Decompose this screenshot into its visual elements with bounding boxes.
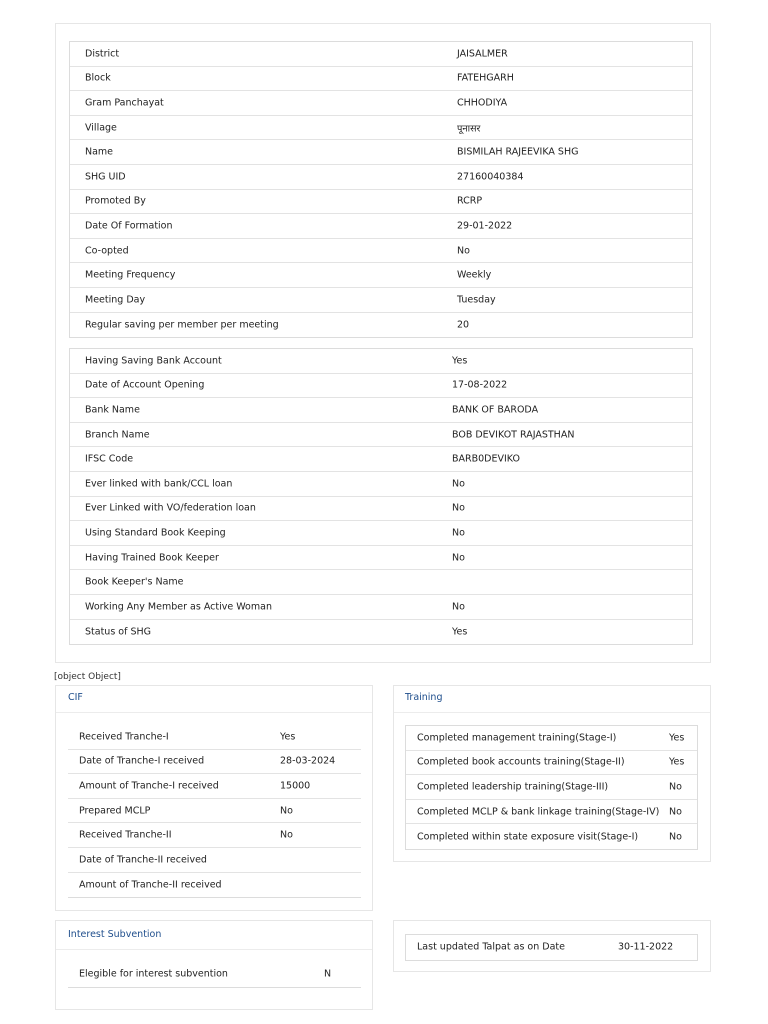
- table-row: [406, 935, 697, 960]
- field-label: Completed book accounts training(Stage-II): [417, 756, 625, 768]
- field-label: Elegible for interest subvention: [79, 968, 228, 980]
- field-value: Yes: [452, 355, 468, 367]
- field-label: Date of Account Opening: [85, 379, 205, 391]
- table-row: [70, 374, 692, 399]
- field-value: No: [452, 502, 465, 514]
- field-value: FATEHGARH: [457, 72, 514, 84]
- table-row: [68, 962, 361, 987]
- field-label: Ever linked with bank/CCL loan: [85, 478, 233, 490]
- cif-table: [68, 725, 361, 898]
- table-row: [68, 873, 361, 898]
- table-row: [68, 799, 361, 824]
- field-value: BARB0DEVIKO: [452, 453, 520, 465]
- field-value: BISMILAH RAJEEVIKA SHG: [457, 146, 579, 158]
- table-row: [406, 800, 697, 825]
- field-label: Received Tranche-I: [79, 731, 169, 743]
- field-label: Completed leadership training(Stage-III): [417, 781, 609, 793]
- table-row: [70, 91, 692, 116]
- table-row: [70, 214, 692, 239]
- bank-info-table: [69, 348, 693, 645]
- field-label: Received Tranche-II: [79, 829, 172, 841]
- table-row: [70, 497, 692, 522]
- field-label: Promoted By: [85, 195, 146, 207]
- field-label: Using Standard Book Keeping: [85, 527, 226, 539]
- field-label: Date of Tranche-I received: [79, 755, 205, 767]
- field-label: Ever Linked with VO/federation loan: [85, 502, 256, 514]
- field-value: No: [669, 781, 682, 793]
- table-row: [70, 67, 692, 92]
- table-row: [406, 775, 697, 800]
- field-label: Branch Name: [85, 429, 150, 441]
- table-row: [406, 751, 697, 776]
- field-label: District: [85, 48, 120, 60]
- table-row: [68, 823, 361, 848]
- field-value: Yes: [669, 732, 685, 744]
- field-value: BOB DEVIKOT RAJASTHAN: [452, 429, 575, 441]
- field-value: No: [452, 601, 465, 613]
- table-row: [70, 349, 692, 374]
- field-value: पूनासर: [457, 123, 481, 135]
- field-label: Name: [85, 146, 114, 158]
- field-label: Block: [85, 72, 111, 84]
- table-row: [70, 447, 692, 472]
- field-label: Book Keeper's Name: [85, 576, 184, 588]
- field-value: BANK OF BARODA: [452, 404, 539, 416]
- field-value: 15000: [280, 780, 311, 792]
- table-row: [70, 42, 692, 67]
- cif-title: CIF: [68, 692, 83, 703]
- table-row: [68, 750, 361, 775]
- table-row: [70, 521, 692, 546]
- field-label: Gram Panchayat: [85, 97, 164, 109]
- field-value: Yes: [280, 731, 296, 743]
- field-label: Status of SHG: [85, 626, 152, 638]
- table-row: [68, 848, 361, 873]
- field-value: Weekly: [457, 269, 492, 281]
- table-row: [70, 263, 692, 288]
- field-value: 29-01-2022: [457, 220, 513, 232]
- training-table: [405, 725, 698, 850]
- field-label: Date Of Formation: [85, 220, 173, 232]
- table-row: [70, 595, 692, 620]
- training-header-divider: [394, 712, 710, 713]
- field-label: SHG UID: [85, 171, 126, 183]
- field-label: Completed within state exposure visit(Stage-I): [417, 831, 639, 843]
- field-value: No: [452, 478, 465, 490]
- table-row: [70, 398, 692, 423]
- field-label: Completed MCLP & bank linkage training(Stage-IV): [417, 806, 660, 818]
- field-label: Co-opted: [85, 245, 129, 257]
- field-label: Date of Tranche-II received: [79, 854, 207, 866]
- table-row: [70, 190, 692, 215]
- interest-header-divider: [56, 949, 372, 950]
- field-label: Last updated Talpat as on Date: [417, 941, 565, 953]
- field-value: No: [280, 829, 293, 841]
- field-label: Meeting Day: [85, 294, 146, 306]
- table-row: [70, 546, 692, 571]
- field-value: RCRP: [457, 195, 483, 207]
- field-label: Completed management training(Stage-I): [417, 732, 617, 744]
- field-value: No: [280, 805, 293, 817]
- table-row: [70, 239, 692, 264]
- field-value: No: [452, 552, 465, 564]
- table-row: [70, 288, 692, 313]
- field-value: No: [457, 245, 470, 257]
- field-label: Having Saving Bank Account: [85, 355, 222, 367]
- field-value: No: [452, 527, 465, 539]
- field-value: Yes: [452, 626, 468, 638]
- field-value: 28-03-2024: [280, 755, 336, 767]
- field-value: 17-08-2022: [452, 379, 508, 391]
- object-note: [object Object]: [54, 672, 121, 682]
- table-row: [70, 423, 692, 448]
- table-row: [406, 824, 697, 849]
- field-label: Regular saving per member per meeting: [85, 319, 279, 331]
- field-label: Meeting Frequency: [85, 269, 176, 281]
- table-row: [70, 116, 692, 141]
- field-label: Village: [85, 122, 117, 134]
- field-label: IFSC Code: [85, 453, 134, 465]
- table-row: [70, 140, 692, 165]
- table-row: [406, 726, 697, 751]
- table-row: [70, 472, 692, 497]
- table-row: [70, 313, 692, 338]
- field-value: No: [669, 831, 682, 843]
- talpat-table: [405, 934, 698, 961]
- field-label: Prepared MCLP: [79, 805, 151, 817]
- field-value: CHHODIYA: [457, 97, 508, 109]
- table-row: [70, 570, 692, 595]
- basic-info-table: [69, 41, 693, 338]
- field-value: 20: [457, 319, 470, 331]
- table-row: [68, 725, 361, 750]
- field-label: Bank Name: [85, 404, 140, 416]
- table-row: [68, 774, 361, 799]
- table-row: [70, 620, 692, 645]
- field-label: Having Trained Book Keeper: [85, 552, 219, 564]
- field-value: N: [324, 968, 332, 980]
- cif-header-divider: [56, 712, 372, 713]
- field-label: Amount of Tranche-I received: [79, 780, 219, 792]
- field-value: Yes: [669, 756, 685, 768]
- field-label: Working Any Member as Active Woman: [85, 601, 272, 613]
- table-row: [70, 165, 692, 190]
- interest-subvention-title: Interest Subvention: [68, 929, 162, 940]
- field-value: No: [669, 806, 682, 818]
- interest-table: [68, 962, 361, 988]
- field-value: 30-11-2022: [618, 941, 674, 953]
- field-label: Amount of Tranche-II received: [79, 879, 222, 891]
- field-value: JAISALMER: [457, 48, 508, 60]
- field-value: Tuesday: [457, 294, 496, 306]
- training-title: Training: [405, 692, 443, 703]
- field-value: 27160040384: [457, 171, 524, 183]
